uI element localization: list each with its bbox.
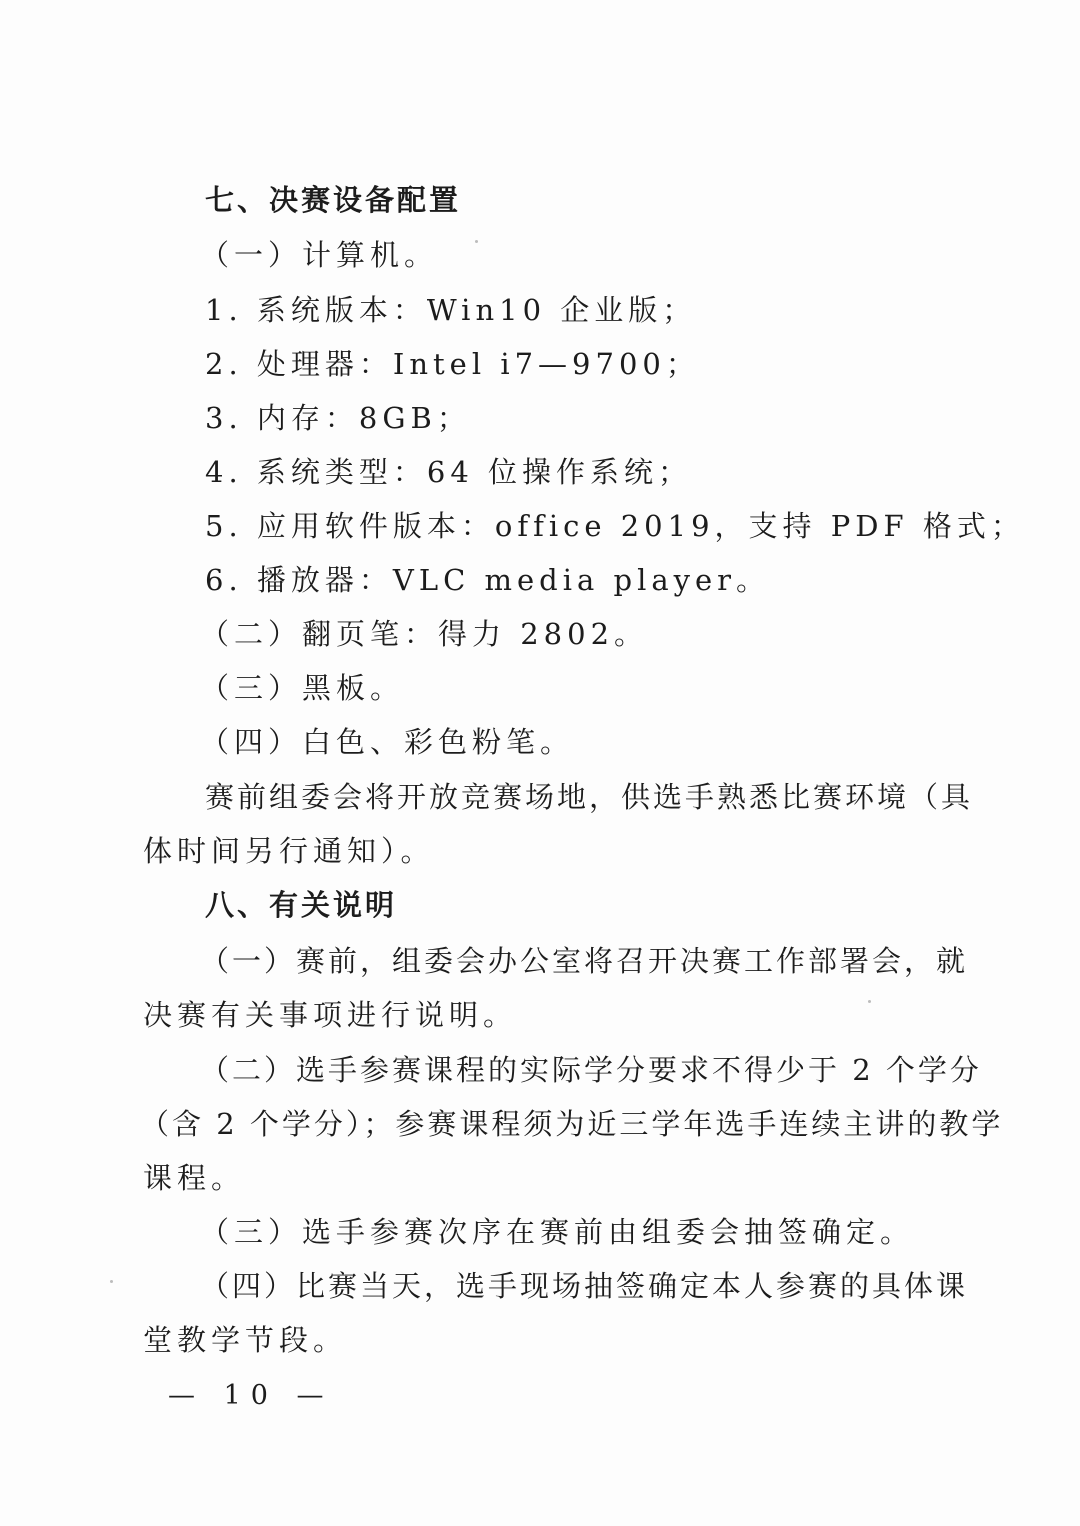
section-8-item-1-line-2: 决赛有关事项进行说明。 bbox=[143, 998, 518, 1032]
section-8-item-1-line-1: （一）赛前，组委会办公室将召开决赛工作部署会，就 bbox=[200, 944, 969, 978]
spec-system-type: 4. 系统类型：64 位操作系统； bbox=[205, 455, 693, 489]
section-7-heading: 七、决赛设备配置 bbox=[205, 183, 462, 217]
section-8-heading: 八、有关说明 bbox=[205, 888, 398, 922]
spec-os-version: 1. 系统版本：Win10 企业版； bbox=[205, 293, 697, 327]
scan-speck bbox=[868, 1000, 871, 1003]
section-8-item-4-line-2: 堂教学节段。 bbox=[143, 1323, 348, 1357]
section-7-note-line-2: 体时间另行通知）。 bbox=[143, 834, 435, 868]
section-7-item-1-heading: （一）计算机。 bbox=[200, 238, 439, 272]
spec-player: 6. 播放器：VLC media player。 bbox=[205, 563, 771, 597]
section-8-item-2-line-1: （二）选手参赛课程的实际学分要求不得少于 2 个学分 bbox=[200, 1053, 982, 1087]
section-7-item-2: （二）翻页笔：得力 2802。 bbox=[200, 617, 649, 651]
section-8-item-2-line-2: （含 2 个学分）；参赛课程须为近三学年选手连续主讲的教学 bbox=[140, 1107, 1004, 1141]
scan-speck bbox=[110, 1280, 113, 1283]
section-7-item-4: （四）白色、彩色粉笔。 bbox=[200, 725, 575, 759]
spec-software-version: 5. 应用软件版本：office 2019，支持 PDF 格式； bbox=[205, 509, 1025, 543]
section-8-item-3: （三）选手参赛次序在赛前由组委会抽签确定。 bbox=[200, 1215, 915, 1249]
section-8-item-4-line-1: （四）比赛当天，选手现场抽签确定本人参赛的具体课 bbox=[200, 1269, 969, 1303]
section-8-item-2-line-3: 课程。 bbox=[143, 1161, 246, 1195]
spec-memory: 3. 内存：8GB； bbox=[205, 401, 471, 435]
page-number: — 10 — bbox=[168, 1380, 334, 1411]
spec-processor: 2. 处理器：Intel i7—9700； bbox=[205, 347, 700, 381]
section-7-item-3: （三）黑板。 bbox=[200, 671, 405, 705]
scan-speck bbox=[475, 240, 478, 243]
section-7-note-line-1: 赛前组委会将开放竞赛场地，供选手熟悉比赛环境（具 bbox=[205, 780, 974, 814]
